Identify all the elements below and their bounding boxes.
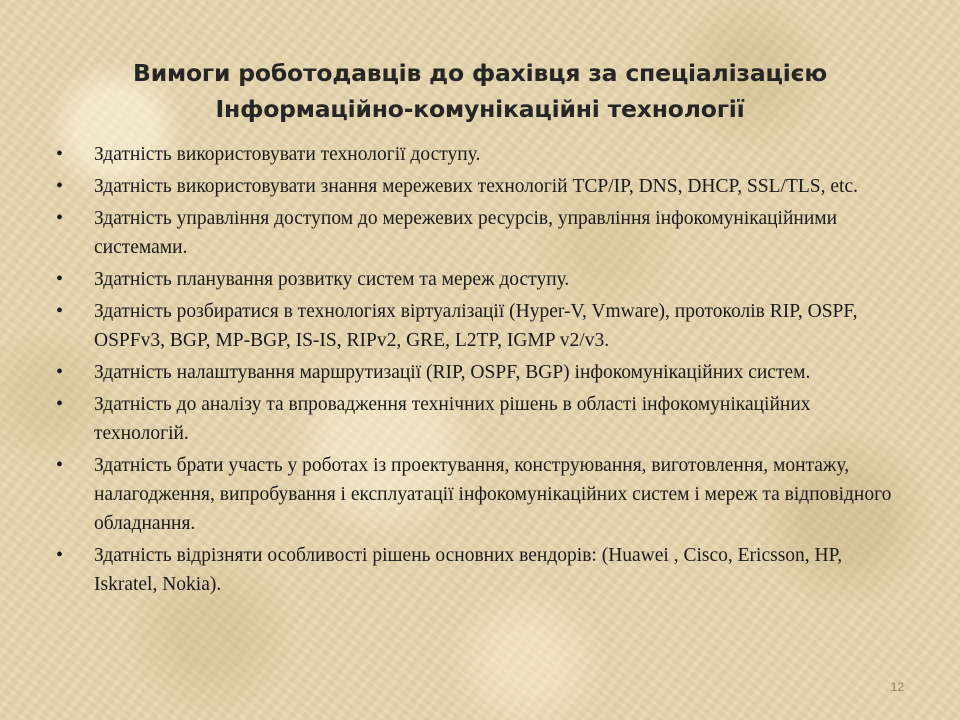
slide-title-line-1: Вимоги роботодавців до фахівця за спеціалізацією xyxy=(133,59,827,87)
requirements-list xyxy=(56,140,906,602)
list-item-text: Здатність брати участь у роботах із проектування, конструювання, виготовлення, монтажу, налагодження, випробування і експлуатації інфокомунікаційних систем і мереж та відповідного обладнання. xyxy=(94,455,892,534)
slide-number: 12 xyxy=(890,680,904,694)
list-item xyxy=(56,140,906,169)
bullet-icon: • xyxy=(56,361,64,383)
list-item-text: Здатність використовувати знання мережевих технологій TCP/IP, DNS, DHCP, SSL/TLS, etc. xyxy=(94,176,858,197)
list-item xyxy=(56,358,906,387)
bullet-icon: • xyxy=(56,175,64,197)
list-item-text: Здатність налаштування маршрутизації (RIP, OSPF, BGP) інфокомунікаційних систем. xyxy=(94,362,811,383)
bullet-icon: • xyxy=(56,544,64,566)
list-item xyxy=(56,204,906,262)
list-item xyxy=(56,451,906,538)
list-item xyxy=(56,297,906,355)
list-item xyxy=(56,265,906,294)
bullet-icon: • xyxy=(56,393,64,415)
bullet-icon: • xyxy=(56,268,64,290)
list-item-text: Здатність планування розвитку систем та мереж доступу. xyxy=(94,269,570,290)
list-item xyxy=(56,541,906,599)
bullet-icon: • xyxy=(56,207,64,229)
list-item-text: Здатність відрізняти особливості рішень основних вендорів: (Huawei , Cisco, Ericsson, HP, Iskratel, Nokia). xyxy=(94,545,843,595)
list-item-text: Здатність використовувати технології доступу. xyxy=(94,144,481,165)
bullet-icon: • xyxy=(56,143,64,165)
list-item-text: Здатність управління доступом до мережевих ресурсів, управління інфокомунікаційними системами. xyxy=(94,208,838,258)
list-item-text: Здатність до аналізу та впровадження технічних рішень в області інфокомунікаційних технологій. xyxy=(94,394,811,444)
bullet-icon: • xyxy=(56,454,64,476)
list-item xyxy=(56,172,906,201)
slide-title xyxy=(60,55,900,127)
list-item-text: Здатність розбиратися в технологіях віртуалізації (Hyper-V, Vmware), протоколів RIP, OSPF, OSPFv3, BGP, MP-BGP, IS-IS, RIPv2, GRE, L2TP, IGMP v2/v3. xyxy=(94,301,858,351)
bullet-icon: • xyxy=(56,300,64,322)
list-item xyxy=(56,390,906,448)
slide-title-line-2: Інформаційно-комунікаційні технології xyxy=(215,95,745,123)
